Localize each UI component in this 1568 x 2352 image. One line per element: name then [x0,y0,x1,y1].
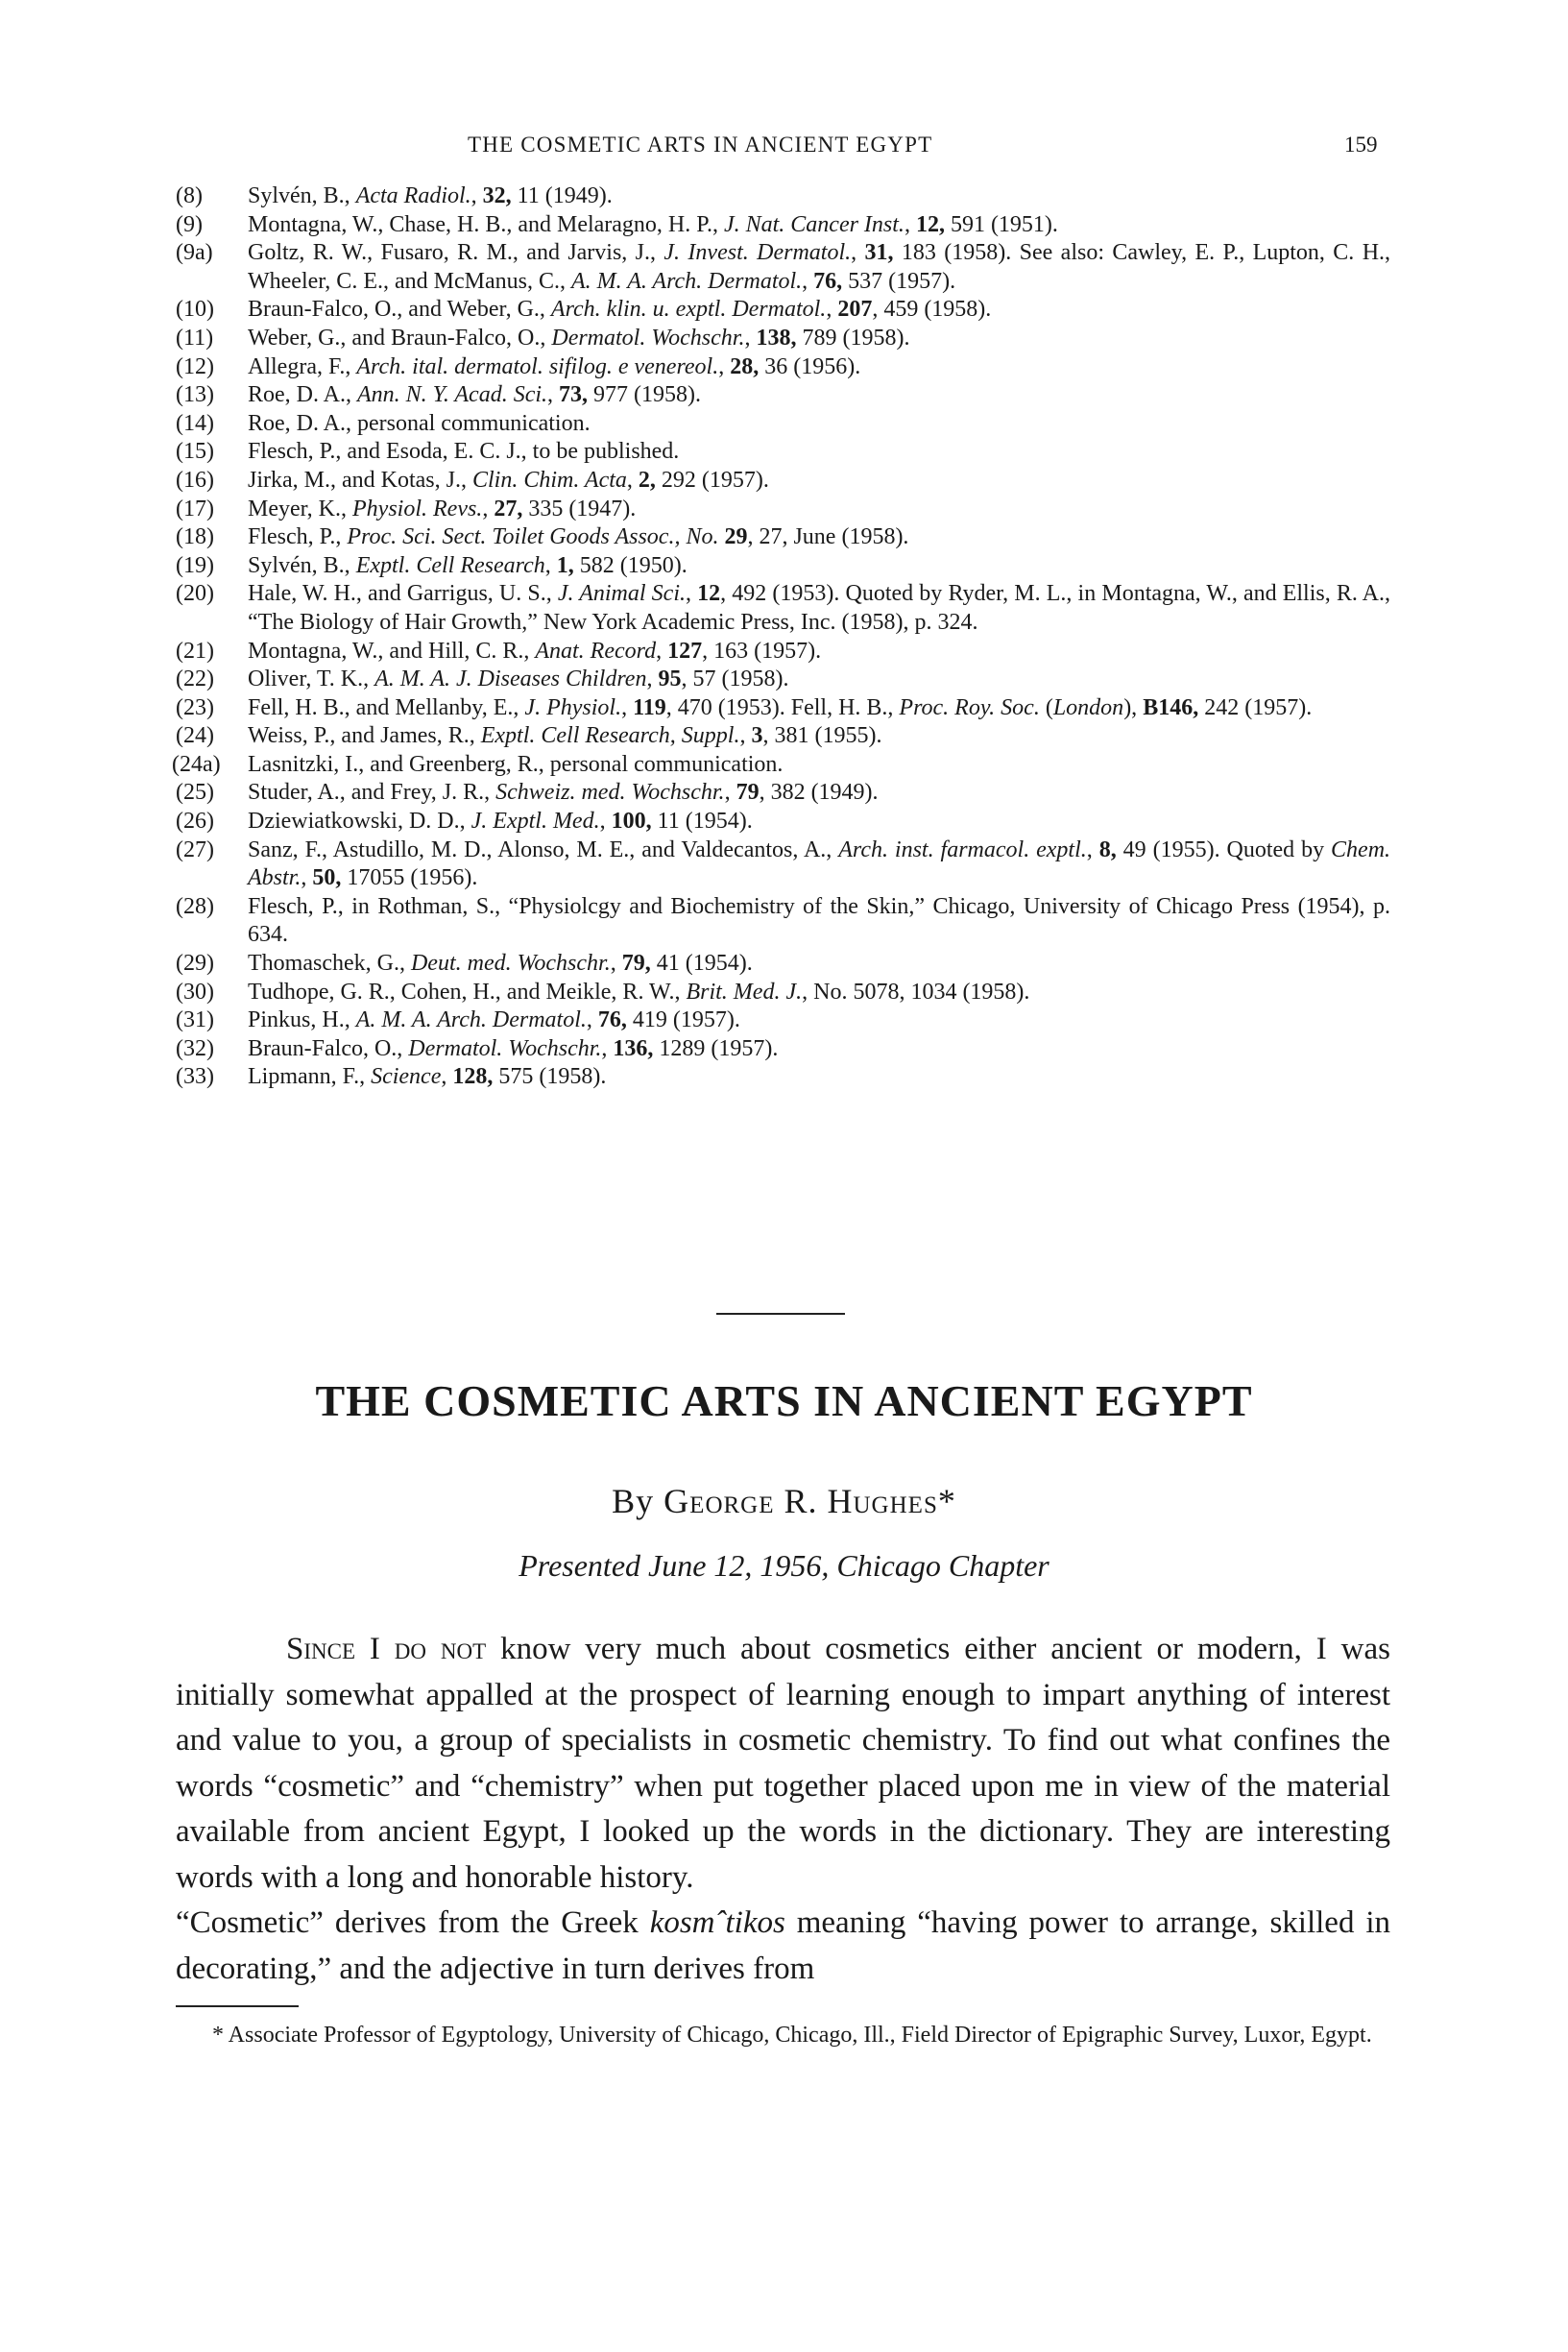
footnote-rule [176,2005,299,2007]
journal-title: Proc. Sci. Sect. Toilet Goods Assoc., No. [347,524,719,550]
reference-text: 419 (1957). [626,1007,740,1033]
reference-text: 17055 (1956). [341,865,478,891]
journal-title: J. Physiol. [524,694,622,720]
reference-number: (15) [176,439,214,465]
reference-number: (24a) [172,751,221,777]
reference-text: 49 (1955). Quoted by [1116,837,1332,862]
volume-number: 1, [556,552,574,578]
reference-text: , 27, June (1958). [747,524,909,550]
reference-text: , 459 (1958). [872,297,992,323]
reference-item [176,837,1390,893]
reference-text: , [904,211,916,237]
journal-title: Brit. Med. J. [686,979,803,1005]
journal-title: J. Invest. Dermatol. [663,240,852,266]
reference-text: 335 (1947). [522,496,637,521]
volume-number: 32, [482,183,512,208]
reference-text: , No. 5078, 1034 (1958). [802,979,1030,1005]
reference-number: (21) [176,638,214,664]
reference-text: Flesch, P., and Esoda, E. C. J., to be published. [248,439,680,465]
reference-item [176,523,1390,552]
reference-text: Lipmann, F., [248,1064,372,1090]
reference-text: , [470,183,483,208]
journal-title: Dermatol. Wochschr. [551,325,745,351]
reference-text: Studer, A., and Frey, J. R., [248,780,496,806]
journal-title: Exptl. Cell Research [355,552,545,578]
journal-title: Science [371,1064,442,1090]
reference-text: , [482,496,495,521]
journal-title: Chem. Abstr. [248,837,1391,891]
reference-item [176,722,1390,751]
reference-item [176,296,1390,325]
journal-title: London [1052,694,1124,720]
volume-number: 73, [559,382,589,408]
reference-number: (17) [176,496,214,521]
reference-text: Sylvén, B., [248,183,356,208]
reference-number: (13) [176,382,214,408]
reference-text: , [646,667,659,692]
reference-number: (22) [176,667,214,692]
reference-text: , [441,1064,453,1090]
reference-number: (19) [176,552,214,578]
volume-number: 95 [658,667,682,692]
volume-number: 79 [736,780,760,806]
reference-number: (8) [176,183,203,208]
volume-number: 76, [813,268,843,294]
volume-number: 31, [864,240,894,266]
reference-text: , [851,240,865,266]
journal-title: Dermatol. Wochschr. [408,1035,602,1061]
reference-text: 582 (1950). [573,552,688,578]
reference-item [176,666,1390,694]
reference-text: 789 (1958). [796,325,910,351]
reference-text: 242 (1957). [1198,694,1313,720]
reference-text: , [599,809,612,835]
reference-text: Pinkus, H., [248,1007,356,1033]
reference-number: (30) [176,979,214,1005]
lead-in: Since I do not [286,1632,487,1666]
reference-text: , [724,780,736,806]
reference-text: Flesch, P., in Rothman, S., “Physiolcgy and Biochemistry of the Skin,” Chicago, University of Chicago Press (1954), p. 634. [248,893,1390,948]
journal-title: Arch. klin. u. exptl. Dermatol. [550,297,827,323]
reference-number: (26) [176,809,214,835]
reference-text: , [626,467,639,493]
reference-text: , [826,297,838,323]
reference-text: , [739,723,752,749]
reference-text: Oliver, T. K., [248,667,375,692]
reference-text: Dziewiatkowski, D. D., [248,809,471,835]
journal-title: A. M. A. Arch. Dermatol. [355,1007,587,1033]
reference-text: Weber, G., and Braun-Falco, O., [248,325,552,351]
reference-item [176,638,1390,667]
reference-text: Braun-Falco, O., and Weber, G., [248,297,551,323]
reference-text: 36 (1956). [759,353,861,379]
paragraph-text: know very much about cosmetics either ancient or modern, I was initially somewhat appalled at the prospect of learning enough to impart anything of interest and value to you, a group of specialists in cosmetic chemistry. To find out what confines the words “cosmetic” and “chemistry” when put together placed upon me in view of the material available from ancient Egypt, I looked up the words in the dictionary. They are interesting words with a long and honorable history. [176,1632,1391,1895]
reference-number: (31) [176,1007,214,1033]
reference-item [172,751,1390,780]
journal-title: Exptl. Cell Research, Suppl. [480,723,740,749]
reference-item [176,496,1390,524]
reference-item [176,410,1390,439]
reference-number: (16) [176,467,214,493]
running-title: THE COSMETIC ARTS IN ANCIENT EGYPT [468,133,933,157]
journal-title: Arch. inst. farmacol. exptl. [838,837,1087,862]
volume-number: 28, [730,353,760,379]
paragraph-text: meaning “having power to arrange, skilled in decorating,” and the adjective in turn derives from [176,1905,1390,1986]
reference-number: (24) [176,723,214,749]
volume-number: 2, [638,467,656,493]
journal-title: Anat. Record [535,638,657,664]
reference-number: (20) [176,581,214,607]
reference-number: (29) [176,951,214,977]
reference-item [176,950,1390,979]
author-name: George R. Hughes [663,1482,938,1520]
paragraph [176,1901,1390,1992]
presented-note: Presented June 12, 1956, Chicago Chapter [519,1548,1049,1583]
journal-title: J. Exptl. Med. [470,809,600,835]
reference-item [176,1035,1390,1064]
reference-text: Montagna, W., and Hill, C. R., [248,638,536,664]
reference-number: (32) [176,1035,214,1061]
reference-list [172,182,1391,1092]
reference-text: 41 (1954). [650,951,753,977]
reference-item [176,353,1390,382]
reference-item [176,182,1390,211]
reference-text: , [544,552,557,578]
reference-text: Hale, W. H., and Garrigus, U. S., [248,581,558,607]
reference-text: , [718,353,731,379]
byline-prefix: By [612,1482,655,1520]
reference-text: Lasnitzki, I., and Greenberg, R., personal communication. [248,751,784,777]
reference-text: , [1086,837,1099,862]
reference-item [176,467,1390,496]
reference-item [176,552,1390,581]
reference-item [176,438,1390,467]
volume-number: 50, [312,865,342,891]
reference-text: , [547,382,560,408]
volume-number: 79, [621,951,651,977]
reference-item [176,694,1390,723]
reference-text: , 382 (1949). [759,780,879,806]
journal-title: Ann. N. Y. Acad. Sci. [357,382,548,408]
reference-text: Tudhope, G. R., Cohen, H., and Meikle, R. W., [248,979,687,1005]
volume-number: 12 [697,581,721,607]
reference-number: (9a) [176,240,213,266]
reference-text: Roe, D. A., [248,382,357,408]
reference-number: (23) [176,694,214,720]
paragraph-text: “Cosmetic” derives from the Greek [176,1905,650,1940]
reference-number: (14) [176,410,214,436]
reference-text: , 57 (1958). [681,667,789,692]
journal-title: A. M. A. Arch. Dermatol. [570,268,803,294]
footnote [176,2021,1390,2049]
page-number: 159 [1344,133,1378,157]
reference-text: 977 (1958). [588,382,701,408]
volume-number: 119 [633,694,666,720]
reference-number: (9) [176,211,203,237]
author-footnote-mark: * [937,1482,956,1520]
journal-title: J. Nat. Cancer Inst. [723,211,905,237]
reference-number: (10) [176,297,214,323]
journal-title: Physiol. Revs. [352,496,483,521]
reference-text: 11 (1954). [651,809,753,835]
reference-text: , 381 (1955). [762,723,882,749]
reference-number: (33) [176,1064,214,1090]
volume-number: 8, [1098,837,1117,862]
reference-text: Montagna, W., Chase, H. B., and Melaragno, H. P., [248,211,724,237]
reference-text: 1289 (1957). [653,1035,779,1061]
reference-text: , [744,325,757,351]
journal-title: A. M. A. J. Diseases Children [374,667,647,692]
reference-item [176,325,1390,353]
reference-text: , 163 (1957). [702,638,822,664]
reference-text: Allegra, F., [248,353,357,379]
volume-number: B146, [1143,694,1199,720]
journal-title: Acta Radiol. [355,183,471,208]
reference-item [176,808,1390,837]
reference-text: , 470 (1953). Fell, H. B., [665,694,900,720]
reference-number: (27) [176,837,214,862]
reference-item [176,239,1390,296]
reference-text: 183 (1958). See also: Cawley, E. P., Lupton, C. H., Wheeler, C. E., and McManus, C., [248,240,1391,294]
reference-text: Braun-Falco, O., [248,1035,409,1061]
reference-text: , 492 (1953). Quoted by Ryder, M. L., in Montagna, W., and Ellis, R. A., “The Biology of Hair Growth,” New York Academic Press, Inc. (1958), p. 324. [248,581,1391,635]
reference-text: , [601,1035,614,1061]
reference-text: Fell, H. B., and Mellanby, E., [248,694,525,720]
reference-text: , [610,951,622,977]
volume-number: 3 [751,723,763,749]
reference-text: Flesch, P., [248,524,348,550]
reference-text: 292 (1957). [655,467,769,493]
reference-item [176,211,1390,240]
reference-text: , [802,268,814,294]
reference-number: (28) [176,893,214,919]
journal-title: Schweiz. med. Wochschr. [495,780,725,806]
volume-number: 128, [452,1064,494,1090]
journal-title: Arch. ital. dermatol. sifilog. e venereol. [356,353,719,379]
article-body [176,1627,1390,1992]
reference-text: 537 (1957). [842,268,956,294]
reference-item [176,1063,1390,1092]
reference-text: , [586,1007,598,1033]
volume-number: 100, [611,809,652,835]
reference-text: , [656,638,668,664]
volume-number: 27, [494,496,523,521]
section-divider [716,1313,845,1315]
paragraph [176,1627,1390,1901]
journal-title: Proc. Roy. Soc. [899,694,1040,720]
reference-text: ( [1039,694,1053,720]
reference-text: 591 (1951). [944,211,1058,237]
reference-text: Goltz, R. W., Fusaro, R. M., and Jarvis, J., [248,240,664,266]
reference-text: , [621,694,634,720]
volume-number: 76, [597,1007,627,1033]
reference-item [176,979,1390,1007]
article-title: THE COSMETIC ARTS IN ANCIENT EGYPT [315,1376,1253,1425]
reference-item [176,381,1390,410]
reference-item [176,893,1390,950]
reference-text: 575 (1958). [493,1064,607,1090]
reference-item [176,580,1390,637]
reference-number: (12) [176,353,214,379]
reference-text: , [301,865,313,891]
journal-title: J. Animal Sci. [557,581,687,607]
greek-word: kosmˆtikos [649,1905,785,1940]
reference-item [176,1006,1390,1035]
volume-number: 207 [837,297,873,323]
reference-text: 11 (1949). [511,183,613,208]
byline [0,1481,1568,1521]
reference-text: ), [1123,694,1144,720]
journal-title: Clin. Chim. Acta [471,467,627,493]
volume-number: 127 [667,638,703,664]
reference-text: Jirka, M., and Kotas, J., [248,467,472,493]
reference-text: Thomaschek, G., [248,951,411,977]
article-lower-section [176,1627,1390,2049]
volume-number: 138, [756,325,797,351]
reference-text: Meyer, K., [248,496,353,521]
volume-number: 12, [915,211,945,237]
reference-number: (11) [176,325,214,351]
reference-text: Roe, D. A., personal communication. [248,410,591,436]
reference-text: Sylvén, B., [248,552,356,578]
footnote-text: * Associate Professor of Egyptology, University of Chicago, Chicago, Ill., Field Director of Epigraphic Survey, Luxor, Egypt. [212,2022,1372,2048]
volume-number: 29 [724,524,748,550]
reference-text: Weiss, P., and James, R., [248,723,481,749]
reference-text: Sanz, F., Astudillo, M. D., Alonso, M. E., and Valdecantos, A., [248,837,839,862]
reference-text: , [686,581,698,607]
journal-title: Deut. med. Wochschr. [410,951,611,977]
reference-number: (18) [176,524,214,550]
reference-item [176,779,1390,808]
volume-number: 136, [613,1035,654,1061]
reference-number: (25) [176,780,214,806]
